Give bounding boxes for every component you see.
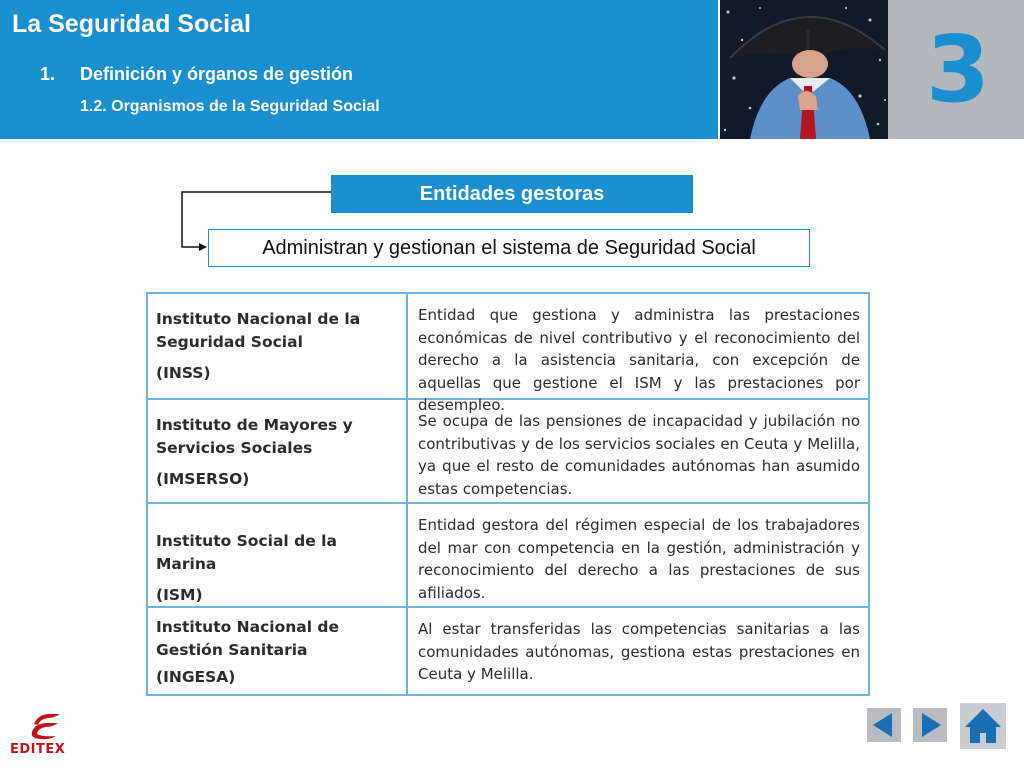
table-row bbox=[148, 400, 868, 504]
entity-abbr: (IMSERSO) bbox=[156, 470, 250, 488]
entity-name: Instituto Nacional de Gestión Sanitaria bbox=[156, 618, 340, 659]
entity-name: Instituto Nacional de la Seguridad Social bbox=[156, 310, 361, 351]
chapter-number: 3 bbox=[925, 16, 990, 123]
previous-button[interactable] bbox=[867, 708, 901, 742]
next-button[interactable] bbox=[913, 708, 947, 742]
entity-abbr: (INSS) bbox=[156, 364, 211, 382]
entidades-table bbox=[146, 292, 870, 696]
entity-description: Se ocupa de las pensiones de incapacidad y jubilación no contributivas y de los servicios sociales en Ceuta y Melilla, ya que el resto de comunidades autónomas han asumido estas competencias. bbox=[418, 412, 860, 498]
entity-abbr: (ISM) bbox=[156, 586, 203, 604]
page-title: La Seguridad Social bbox=[12, 10, 251, 38]
entity-description: Al estar transferidas las competencias sanitarias a las comunidades autónomas, gestiona estas prestaciones en Ceuta y Melilla. bbox=[418, 620, 860, 683]
entity-name-cell bbox=[148, 608, 408, 694]
entity-description: Entidad gestora del régimen especial de los trabajadores del mar con competencia en la gestión, administración y reconocimiento del derecho a las prestaciones de sus afiliados. bbox=[418, 516, 860, 602]
home-icon bbox=[960, 703, 1006, 749]
section-number: 1. bbox=[40, 64, 56, 84]
editex-logo-text: EDITEX bbox=[10, 742, 66, 757]
entity-description: Entidad que gestiona y administra las prestaciones económicas de nivel contributivo y el reconocimiento del derecho a la asistencia sanitaria, con excepción de aquellas que gestione el ISM y las prestaciones por desempleo. bbox=[418, 306, 860, 414]
table-row bbox=[148, 294, 868, 414]
subsection-heading: 1.2. Organismos de la Seguridad Social bbox=[80, 98, 380, 115]
entity-name-cell bbox=[148, 504, 408, 606]
entity-abbr: (INGESA) bbox=[156, 668, 236, 686]
home-button[interactable] bbox=[960, 703, 1006, 749]
editex-logo bbox=[10, 710, 80, 760]
header-photo bbox=[718, 0, 888, 139]
table-row bbox=[148, 608, 868, 694]
entidades-gestoras-heading: Entidades gestoras bbox=[331, 175, 693, 213]
section-title: Definición y órganos de gestión bbox=[80, 64, 354, 84]
entity-name-cell bbox=[148, 294, 408, 398]
table-row bbox=[148, 504, 868, 608]
entity-name: Instituto Social de la Marina bbox=[156, 532, 337, 573]
entity-name: Instituto de Mayores y Servicios Sociales bbox=[156, 416, 353, 457]
entity-name-cell bbox=[148, 400, 408, 502]
entidades-description: Administran y gestionan el sistema de Seguridad Social bbox=[208, 229, 810, 267]
chapter-badge bbox=[888, 0, 1024, 139]
next-icon bbox=[913, 708, 947, 742]
umbrella-person-image bbox=[720, 0, 888, 139]
editex-logo-mark bbox=[28, 710, 68, 740]
previous-icon bbox=[867, 708, 901, 742]
